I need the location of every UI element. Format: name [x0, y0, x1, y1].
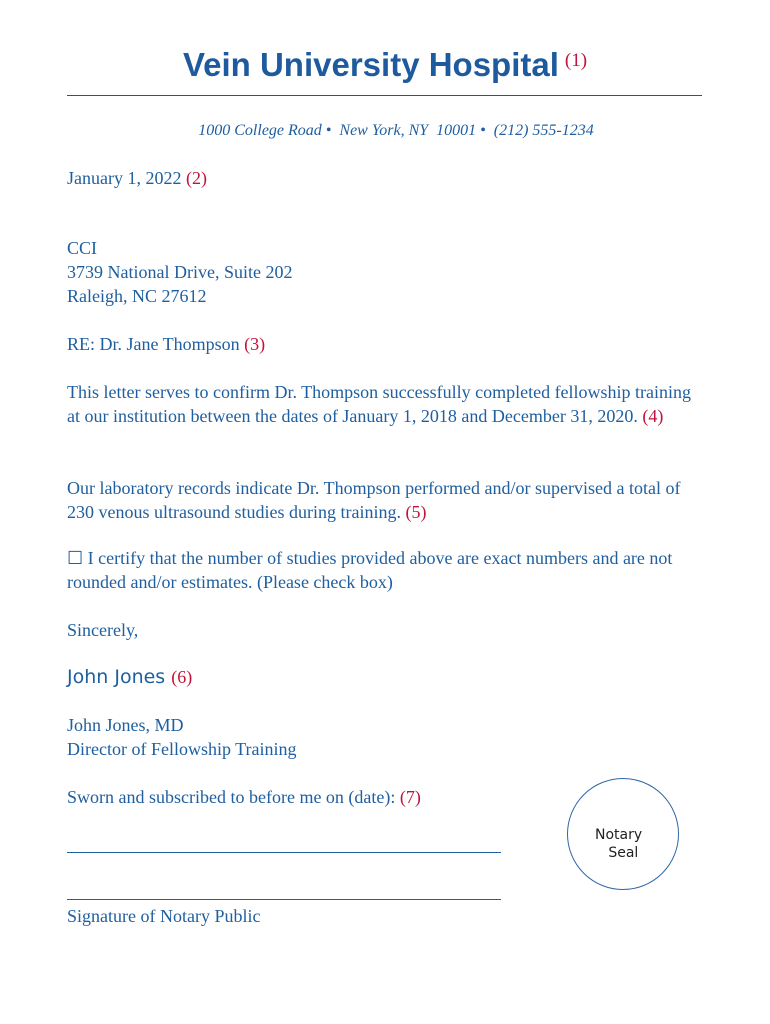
re-text: RE: Dr. Jane Thompson [67, 334, 240, 354]
hospital-name: Vein University Hospital [182, 46, 559, 83]
signer-title: Director of Fellowship Training [67, 739, 297, 759]
records-marker: (5) [405, 502, 427, 522]
notary-seal-text [595, 826, 642, 862]
date-signature-line[interactable] [67, 852, 501, 853]
notary-signature-line[interactable] [67, 899, 501, 900]
certify-checkbox[interactable]: ☐ [67, 548, 84, 568]
re-marker: (3) [244, 334, 266, 354]
recipient-address [67, 236, 707, 308]
certify-text: I certify that the number of studies provided above are exact numbers and are not rounded and/or estimates. (Please check box) [67, 548, 673, 592]
seal-line-1: Notary [595, 827, 643, 843]
sworn-marker: (7) [399, 787, 421, 807]
confirmation-paragraph [67, 380, 707, 428]
signature-text: John Jones [67, 666, 166, 688]
notary-signature-label: Signature of Notary Public [67, 906, 261, 926]
recipient-city: Raleigh, NC 27612 [67, 286, 207, 306]
salutation: Sincerely, [67, 620, 139, 640]
notary-seal-circle [567, 778, 679, 890]
date-text: January 1, 2022 [67, 168, 182, 188]
recipient-name: CCI [67, 238, 98, 258]
letter-date [67, 166, 707, 190]
re-line [67, 332, 707, 356]
recipient-street: 3739 National Drive, Suite 202 [67, 262, 293, 282]
sworn-text: Sworn and subscribed to before me on (date): [67, 787, 396, 807]
certify-paragraph [67, 546, 707, 594]
confirmation-marker: (4) [642, 406, 664, 426]
signer-name: John Jones, MD [67, 715, 184, 735]
header-divider [67, 95, 702, 96]
signature [67, 665, 192, 689]
signer-block [67, 713, 707, 761]
hospital-marker: (1) [564, 50, 588, 71]
records-paragraph [67, 476, 707, 524]
signature-marker: (6) [171, 667, 193, 687]
seal-line-2: Seal [595, 845, 639, 861]
hospital-address: 1000 College Road • New York, NY 10001 • (212) 555-1234 [198, 122, 594, 139]
hospital-title [0, 46, 770, 84]
date-marker: (2) [185, 168, 207, 188]
records-text: Our laboratory records indicate Dr. Thompson performed and/or supervised a total of 230 venous ultrasound studies during training. [67, 478, 681, 522]
confirmation-text: This letter serves to confirm Dr. Thompson successfully completed fellowship training at our institution between the dates of January 1, 2018 and December 31, 2020. [67, 382, 692, 426]
